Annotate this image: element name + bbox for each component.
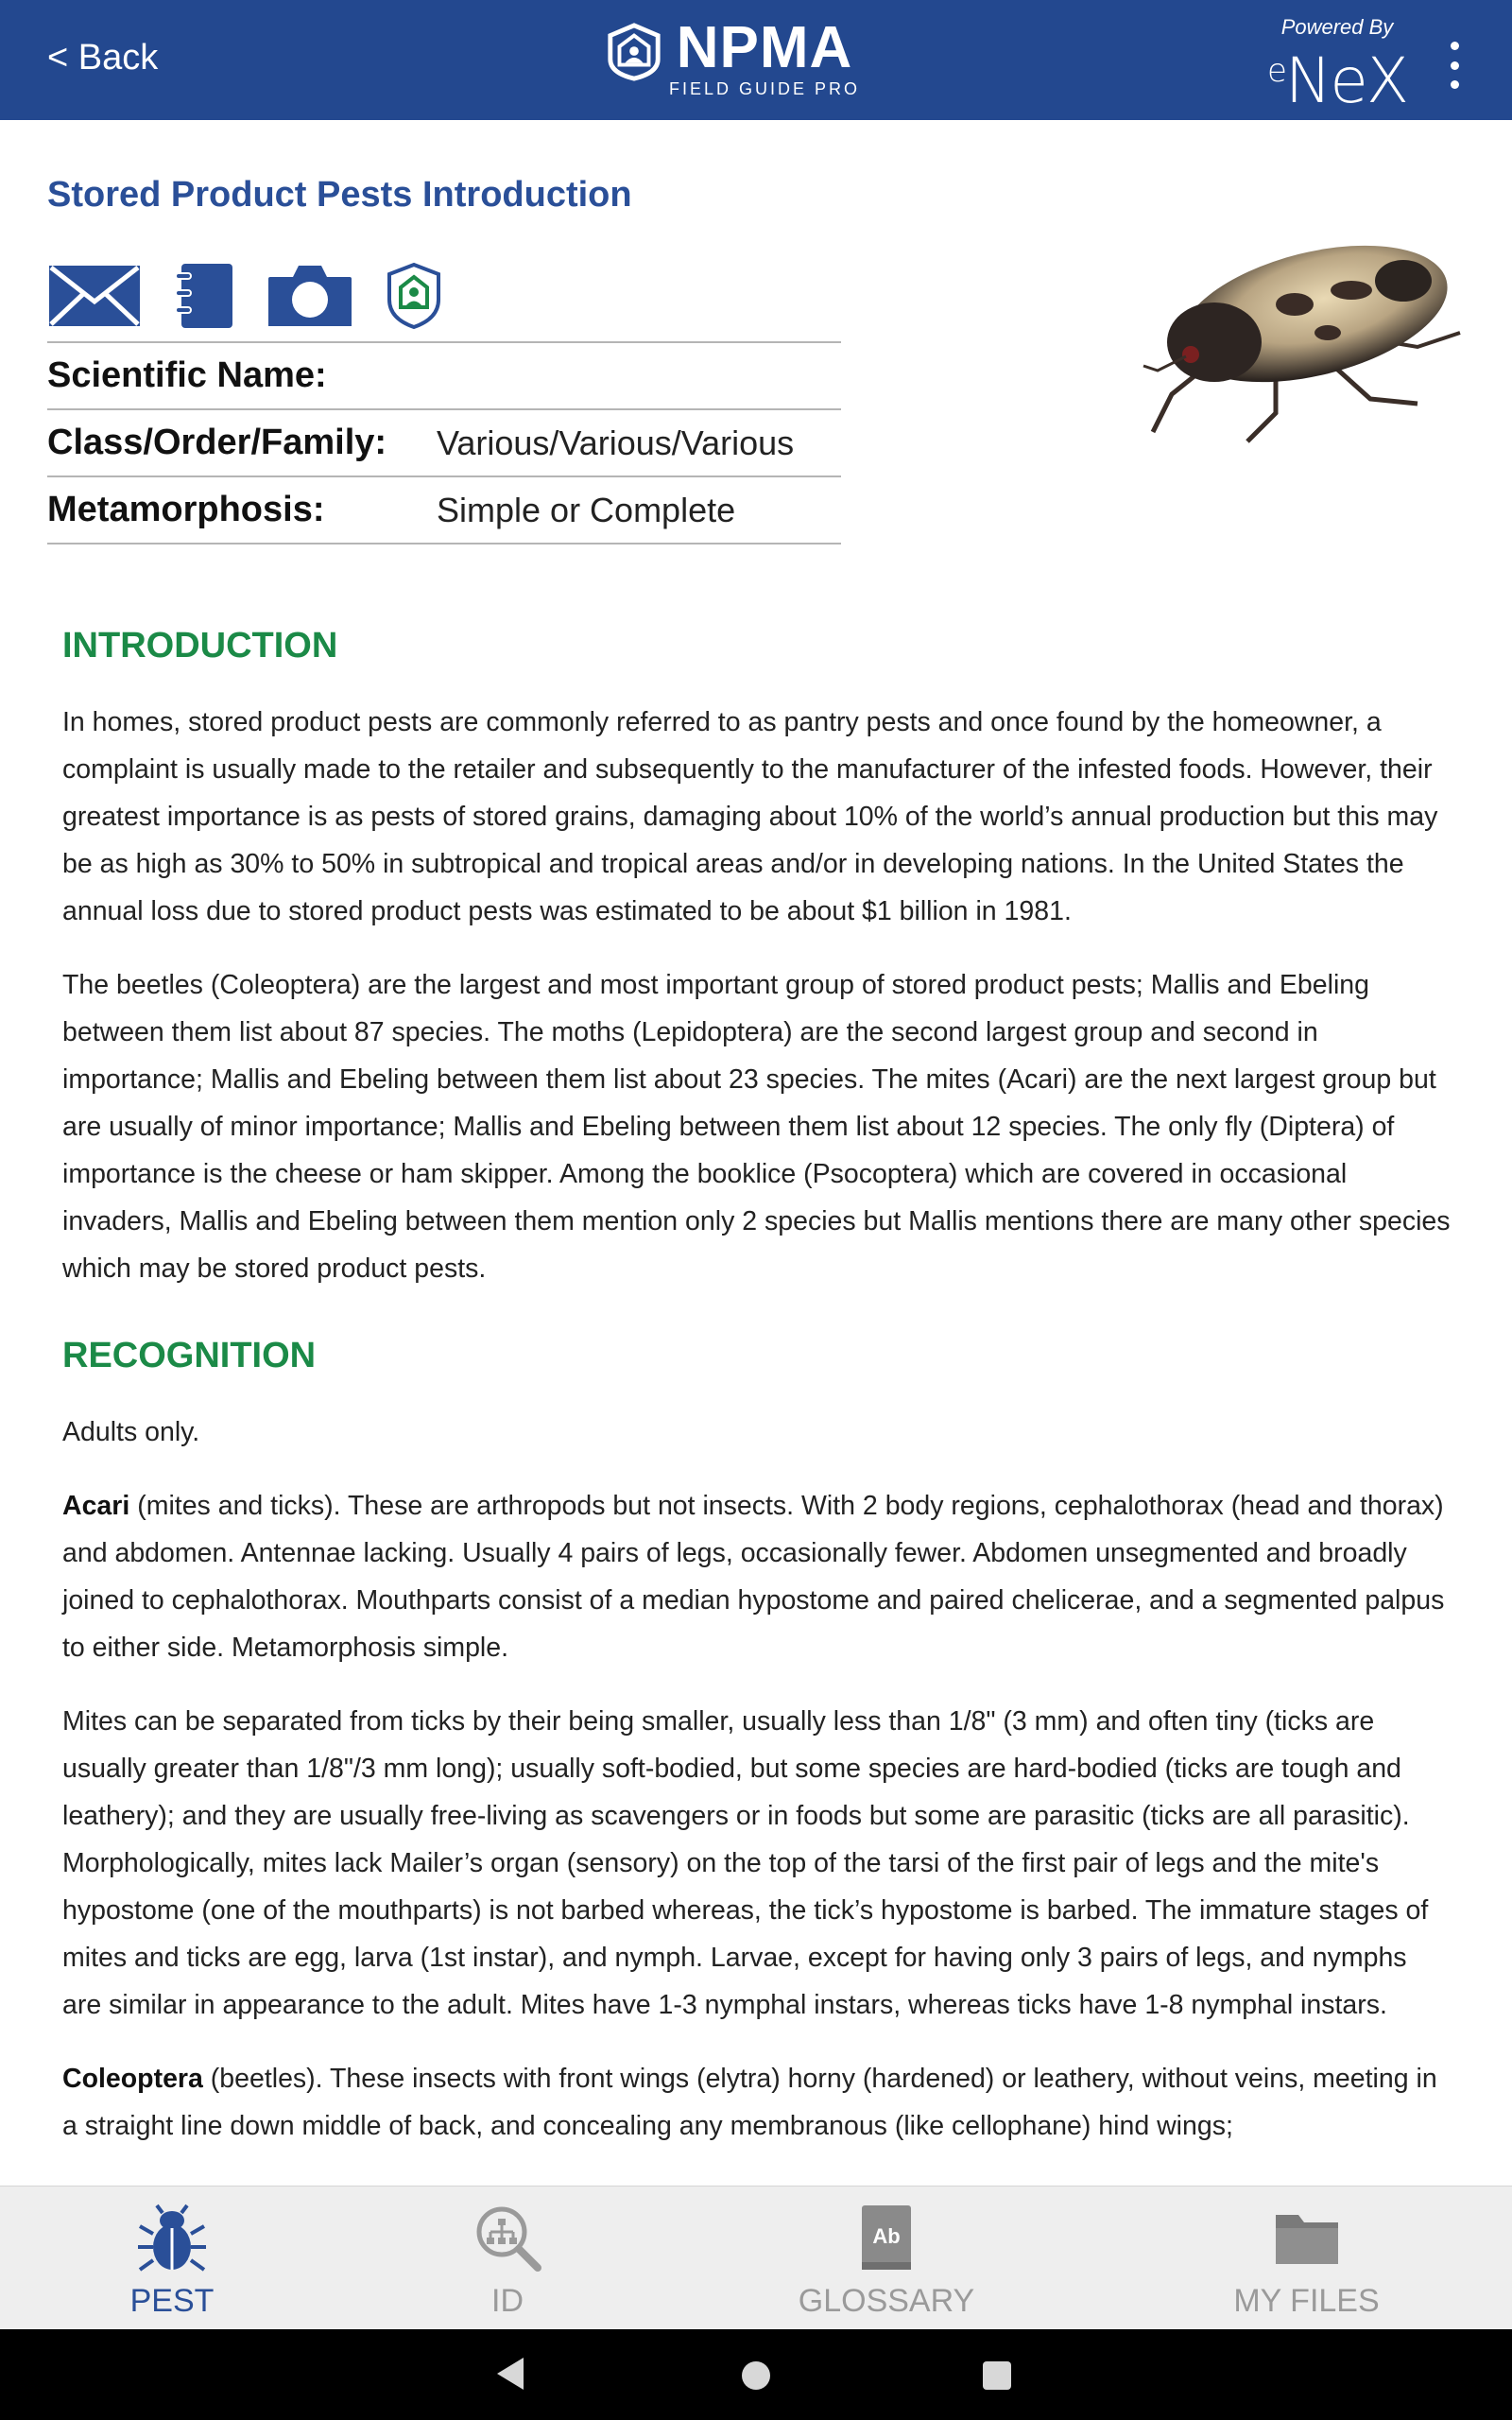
folder-icon <box>1274 2207 1340 2268</box>
enex-logo: $^e$NeX <box>1266 44 1408 117</box>
intro-paragraph-2: The beetles (Coleoptera) are the largest and most important group of stored product pests; Mallis and Ebeling between them list about 87 species. The moths (Lepidoptera) are the second largest group and second in importance; Mallis and Ebeling between them list about 23 species. The mites (Acari) are the next largest group but are usually of minor importance; Mallis and Ebeling between them list about 12 species. The only fly (Diptera) of importance is the cheese or ham skipper. Among the booklice (Psocoptera) which are covered in occasional invaders, Mallis and Ebeling between them mention only 2 species but Mallis mentions there are many other species which may be stored product pests. <box>62 970 1451 1284</box>
svg-text:Ab: Ab <box>872 2224 901 2248</box>
beetle-photo[interactable] <box>1134 215 1474 451</box>
info-row-class-order-family <box>47 410 841 477</box>
npma-shield-icon[interactable] <box>386 262 442 330</box>
tab-pest[interactable] <box>87 2187 257 2330</box>
npma-shield-logo-icon <box>605 23 663 81</box>
overflow-menu-icon[interactable] <box>1440 42 1469 89</box>
id-search-icon <box>473 2204 541 2272</box>
class-order-family-value: Various/Various/Various <box>437 423 795 462</box>
pest-info-table <box>47 341 841 544</box>
coleoptera-paragraph <box>62 2055 1452 2150</box>
app-header <box>0 0 1512 120</box>
tab-glossary[interactable] <box>773 2187 1000 2330</box>
bottom-nav <box>0 2186 1512 2329</box>
notebook-icon[interactable] <box>174 262 234 330</box>
back-button[interactable]: < Back <box>47 38 159 78</box>
acari-term: Acari <box>62 1491 130 1521</box>
tab-my-files[interactable] <box>1200 2187 1413 2330</box>
tab-id[interactable] <box>422 2187 593 2330</box>
home-circle-icon[interactable] <box>742 2361 770 2390</box>
recognition-heading: RECOGNITION <box>62 1336 317 1375</box>
recognition-paragraph-1: Adults only. <box>62 1417 200 1447</box>
info-row-scientific-name <box>47 343 841 410</box>
acari-text: (mites and ticks). These are arthropods but not insects. With 2 body regions, cephalothorax (head and thorax) and abdomen. Antennae lacking. Usually 4 pairs of legs, occasionally fewer. Abdomen unsegmented and broadly joined to cephalothorax. Mouthparts consist of a median hypostome and paired chelicerae, and a segmented palpus to either side. Metamorphosis simple. <box>62 1491 1445 1663</box>
coleoptera-term: Coleoptera <box>62 2064 203 2094</box>
mail-icon[interactable] <box>47 264 142 328</box>
mites-paragraph: Mites can be separated from ticks by their being smaller, usually less than 1/8" (3 mm) and often tiny (ticks are usually greater than 1/8"/3 mm long); usually soft-bodied, but some species are hard-bodied (ticks are tough and leathery); and they are usually free-living as scavengers or in foods but some are parasitic (ticks are all parasitic). Morphologically, mites lack Mailer’s organ (sensory) on the top of the tarsi of the first pair of legs and the mite's hypostome (one of the mouthparts) is not barbed whereas, the tick’s hypostome is barbed. The immature stages of mites and ticks are egg, larva (1st instar), and nymph. Larvae, except for having only 3 pairs of legs, and nymphs are similar in appearance to the adult. Mites have 1-3 nymphal instars, whereas ticks have 1-8 nymphal instars. <box>62 1706 1429 2020</box>
tab-id-label: ID <box>491 2283 524 2319</box>
coleoptera-text: (beetles). These insects with front wings (elytra) horny (hardened) or leathery, without veins, meeting in a straight line down middle of back, and concealing any membranous (like cellophane) hind wings; <box>62 2064 1437 2141</box>
npma-logo <box>605 15 861 104</box>
glossary-book-icon <box>858 2204 915 2272</box>
bug-icon <box>136 2202 208 2273</box>
content-scroll[interactable] <box>0 120 1512 2186</box>
metamorphosis-label: Metamorphosis: <box>47 490 325 529</box>
page-title: Stored Product Pests Introduction <box>47 175 632 215</box>
recents-square-icon[interactable] <box>983 2361 1011 2390</box>
action-icons <box>47 262 474 330</box>
tab-pest-label: PEST <box>129 2283 215 2319</box>
class-order-family-label: Class/Order/Family: <box>47 423 387 462</box>
scientific-name-label: Scientific Name: <box>47 355 327 395</box>
intro-paragraph-1: In homes, stored product pests are commonly referred to as pantry pests and once found by the homeowner, a complaint is usually made to the retailer and subsequently to the manufacturer of the infested foods. However, their greatest importance is as pests of stored grains, damaging about 10% of the world’s annual production but this may be as high as 30% to 50% in subtropical and tropical areas and/or in developing nations. In the United States the annual loss due to stored product pests was estimated to be about $1 billion in 1981. <box>62 707 1438 926</box>
info-row-metamorphosis <box>47 477 841 544</box>
back-triangle-icon[interactable] <box>497 2358 524 2390</box>
introduction-heading: INTRODUCTION <box>62 626 338 666</box>
powered-by-label: Powered By <box>1280 15 1394 39</box>
metamorphosis-value: Simple or Complete <box>437 490 736 529</box>
system-nav-bar <box>0 2329 1512 2420</box>
article <box>62 626 1452 2176</box>
tab-my-files-label: MY FILES <box>1233 2283 1380 2319</box>
logo-subtitle: FIELD GUIDE PRO <box>669 79 861 98</box>
tab-glossary-label: GLOSSARY <box>798 2283 975 2319</box>
camera-icon[interactable] <box>266 262 353 330</box>
acari-paragraph <box>62 1482 1452 1671</box>
logo-title: NPMA <box>676 15 853 80</box>
powered-by-enex <box>1247 15 1427 117</box>
